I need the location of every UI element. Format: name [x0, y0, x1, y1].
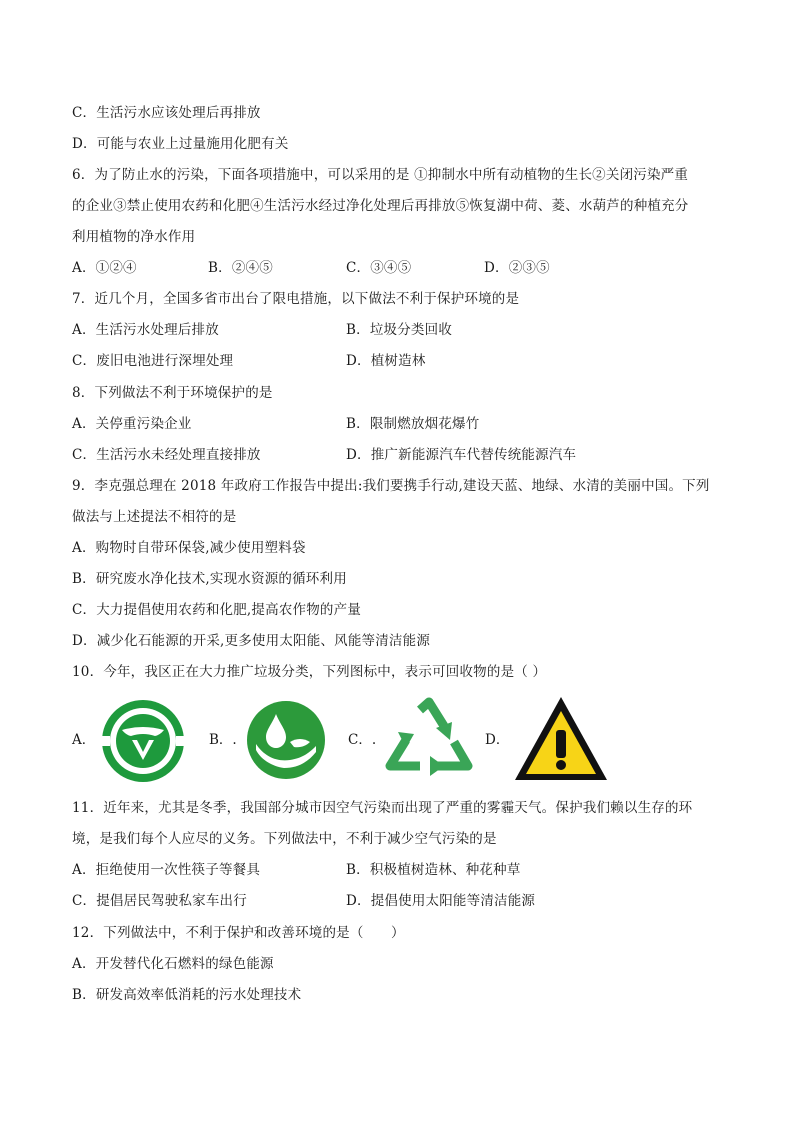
- q5-option-d: D．可能与农业上过量施用化肥有关: [72, 136, 289, 152]
- q9-option-a: A．购物时自带环保袋,减少使用塑料袋: [72, 540, 306, 556]
- q9-option-b: B．研究废水净化技术,实现水资源的循环利用: [72, 571, 347, 587]
- q7-option-c: C．废旧电池进行深埋处理: [72, 353, 234, 369]
- q7-stem: 7．近几个月，全国多省市出台了限电措施，以下做法不利于保护环境的是: [72, 291, 520, 307]
- water-saving-logo-icon: [246, 700, 326, 780]
- q9-option-c: C．大力提倡使用农药和化肥,提高农作物的产量: [72, 602, 362, 618]
- q11-stem-line2: 境，是我们每个人应尽的义务。下列做法中，不利于减少空气污染的是: [72, 831, 497, 847]
- q6-option-c: C．③④⑤: [346, 260, 412, 276]
- q7-option-d: D．植树造林: [346, 353, 426, 369]
- q6-option-d: D．②③⑤: [484, 260, 550, 276]
- q10-stem: 10．今年，我区正在大力推广垃圾分类，下列图标中，表示可回收物的是（ ）: [72, 664, 547, 680]
- q9-stem-line2: 做法与上述提法不相符的是: [72, 509, 237, 525]
- q10-option-d-label: D．: [485, 732, 510, 748]
- q10-option-b-label: B．.: [209, 732, 237, 748]
- q9-option-d: D．减少化石能源的开采,更多使用太阳能、风能等清洁能源: [72, 633, 431, 649]
- q7-option-b: B．垃圾分类回收: [346, 322, 453, 338]
- q10-option-a-label: A．: [72, 732, 96, 748]
- q8-option-b: B．限制燃放烟花爆竹: [346, 416, 480, 432]
- warning-exclamation-icon: [512, 694, 610, 784]
- q7-option-a: A．生活污水处理后排放: [72, 322, 219, 338]
- q8-stem: 8．下列做法不利于环境保护的是: [72, 385, 273, 401]
- q9-stem-line1: 9．李克强总理在 2018 年政府工作报告中提出:我们要携手行动,建设天蓝、地绿、水清的美丽中国。下列: [72, 478, 710, 494]
- q12-stem: 12．下列做法中，不利于保护和改善环境的是（ ）: [72, 925, 405, 941]
- q6-option-b: B．②④⑤: [208, 260, 273, 276]
- q6-stem-line2: 的企业③禁止使用农药和化肥④生活污水经过净化处理后再排放⑤恢复湖中荷、菱、水葫芦的种植充分: [72, 198, 689, 214]
- q11-option-d: D．提倡使用太阳能等清洁能源: [346, 893, 536, 909]
- q11-option-a: A．拒绝使用一次性筷子等餐具: [72, 862, 261, 878]
- q11-option-b: B．积极植树造林、种花种草: [346, 862, 521, 878]
- q12-option-a: A．开发替代化石燃料的绿色能源: [72, 956, 274, 972]
- q10-option-c-label: C．.: [348, 732, 377, 748]
- q12-option-b: B．研发高效率低消耗的污水处理技术: [72, 987, 302, 1003]
- q11-stem-line1: 11．近年来，尤其是冬季，我国部分城市因空气污染而出现了严重的雾霾天气。保护我们赖以生存的环: [72, 800, 693, 816]
- q6-option-a: A．①②④: [72, 260, 137, 276]
- q8-option-c: C．生活污水未经处理直接排放: [72, 447, 261, 463]
- q5-option-c: C．生活污水应该处理后再排放: [72, 105, 261, 121]
- recycle-icon: [384, 696, 474, 780]
- q8-option-a: A．关停重污染企业: [72, 416, 192, 432]
- q10-icon-options: [72, 694, 632, 790]
- q8-option-d: D．推广新能源汽车代替传统能源汽车: [346, 447, 577, 463]
- q6-stem-line1: 6．为了防止水的污染，下面各项措施中，可以采用的是 ①抑制水中所有动植物的生长②关闭污染严重: [72, 167, 689, 183]
- green-food-logo-icon: [100, 698, 186, 784]
- q6-stem-line3: 利用植物的净水作用: [72, 229, 196, 245]
- q11-option-c: C．提倡居民驾驶私家车出行: [72, 893, 247, 909]
